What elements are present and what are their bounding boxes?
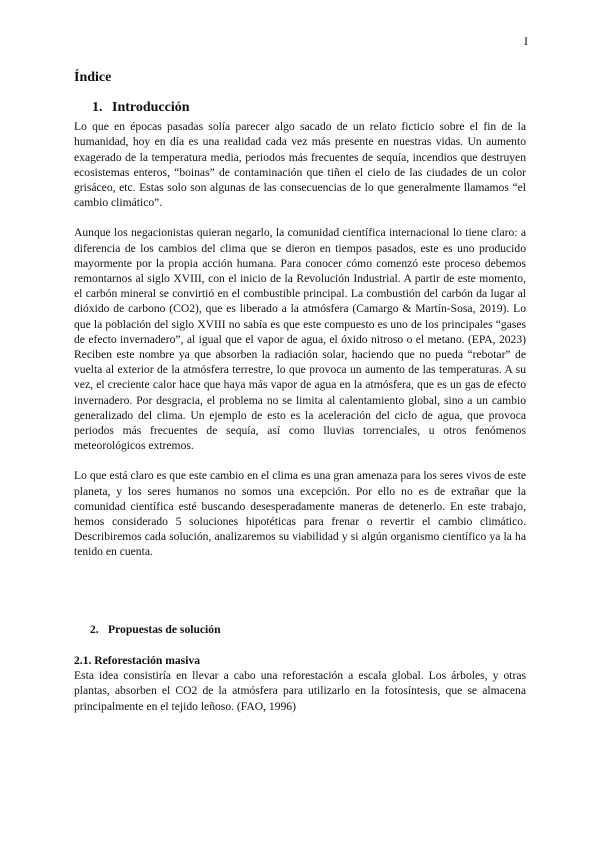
section-1-title: Introducción — [112, 100, 190, 115]
intro-paragraph-3: Lo que está claro es que este cambio en el clima es una gran amenaza para los seres vivos de este planeta, y los seres humanos no somos una excepción. Por ello no es de extrañar que la comunidad científica esté buscando desesperadamente maneras de detenerlo. En este trabajo, hemos considerado 5 soluciones hipotéticas para frenar o revertir el cambio climático. Describiremos cada solución, analizaremos su viabilidad y si algún organismo científico ya la ha tenido en cuenta. — [74, 469, 526, 559]
section-2-title: Propuestas de solución — [108, 622, 221, 636]
document-body — [74, 100, 526, 714]
intro-paragraph-2: Aunque los negacionistas quieran negarlo, la comunidad científica internacional lo tiene claro: a diferencia de los cambios del clima que se dieron en tiempos pasados, este es uno producido mayormente por la propia acción humana. Para conocer cómo comenzó este proceso debemos remontarnos al siglo XVIII, con el inicio de la Revolución Industrial. A partir de este momento, el carbón mineral se convirtió en el combustible principal. La combustión del carbón da lugar al dióxido de carbono (CO2), que es liberado a la atmósfera (Camargo & Martín-Sosa, 2019). Lo que la población del siglo XVIII no sabía es que este compuesto es uno de los principales “gases de efecto invernadero”, al igual que el vapor de agua, el óxido nitroso o el metano. (EPA, 2023) Reciben este nombre ya que absorben la radiación solar, haciendo que no pueda “rebotar” de vuelta al exterior de la atmósfera terrestre, lo que provoca un aumento de las temperaturas. A su vez, el creciente calor hace que haya más vapor de agua en la atmósfera, que es un gas de efecto invernadero. Por desgracia, el problema no se limita al calentamiento global, sino a un cambio generalizado del clima. Un ejemplo de esto es la aceleración del ciclo de agua, que provoca periodos más frecuentes de sequía, así como lluvias torrenciales, u otros fenómenos meteorológicos extremos. — [74, 226, 526, 453]
subsection-2-1-paragraph: Esta idea consistiría en llevar a cabo una reforestación a escala global. Los árboles, y otras plantas, absorben el CO2 de la atmósfera para utilizarlo en la fotosíntesis, que se almacena principalmente en el tejido leñoso. (FAO, 1996) — [74, 669, 526, 713]
section-2-number: 2. — [90, 622, 99, 636]
paragraph-spacer — [74, 210, 526, 225]
section-1-number: 1. — [92, 100, 103, 115]
paragraph-spacer — [74, 453, 526, 468]
index-heading: Índice — [74, 70, 112, 85]
intro-paragraph-1: Lo que en épocas pasadas solía parecer algo sacado de un relato ficticio sobre el fin de la humanidad, hoy en día es una realidad cada vez más presente en nuestras vidas. Un aumento exagerado de la temperatura media, periodos más frecuentes de sequía, incendios que destruyen ecosistemas enteros, “boinas” de contaminación que tiñen el cielo de las ciudades de un color grisáceo, etc. Estas solo son algunas de las consecuencias de lo que generalmente llamamos “el cambio climático”. — [74, 120, 526, 210]
section-2-heading — [90, 622, 526, 637]
page-number: I — [524, 34, 528, 48]
subsection-2-1-heading: 2.1. Reforestación masiva — [74, 653, 201, 667]
section-1-heading — [92, 100, 526, 115]
